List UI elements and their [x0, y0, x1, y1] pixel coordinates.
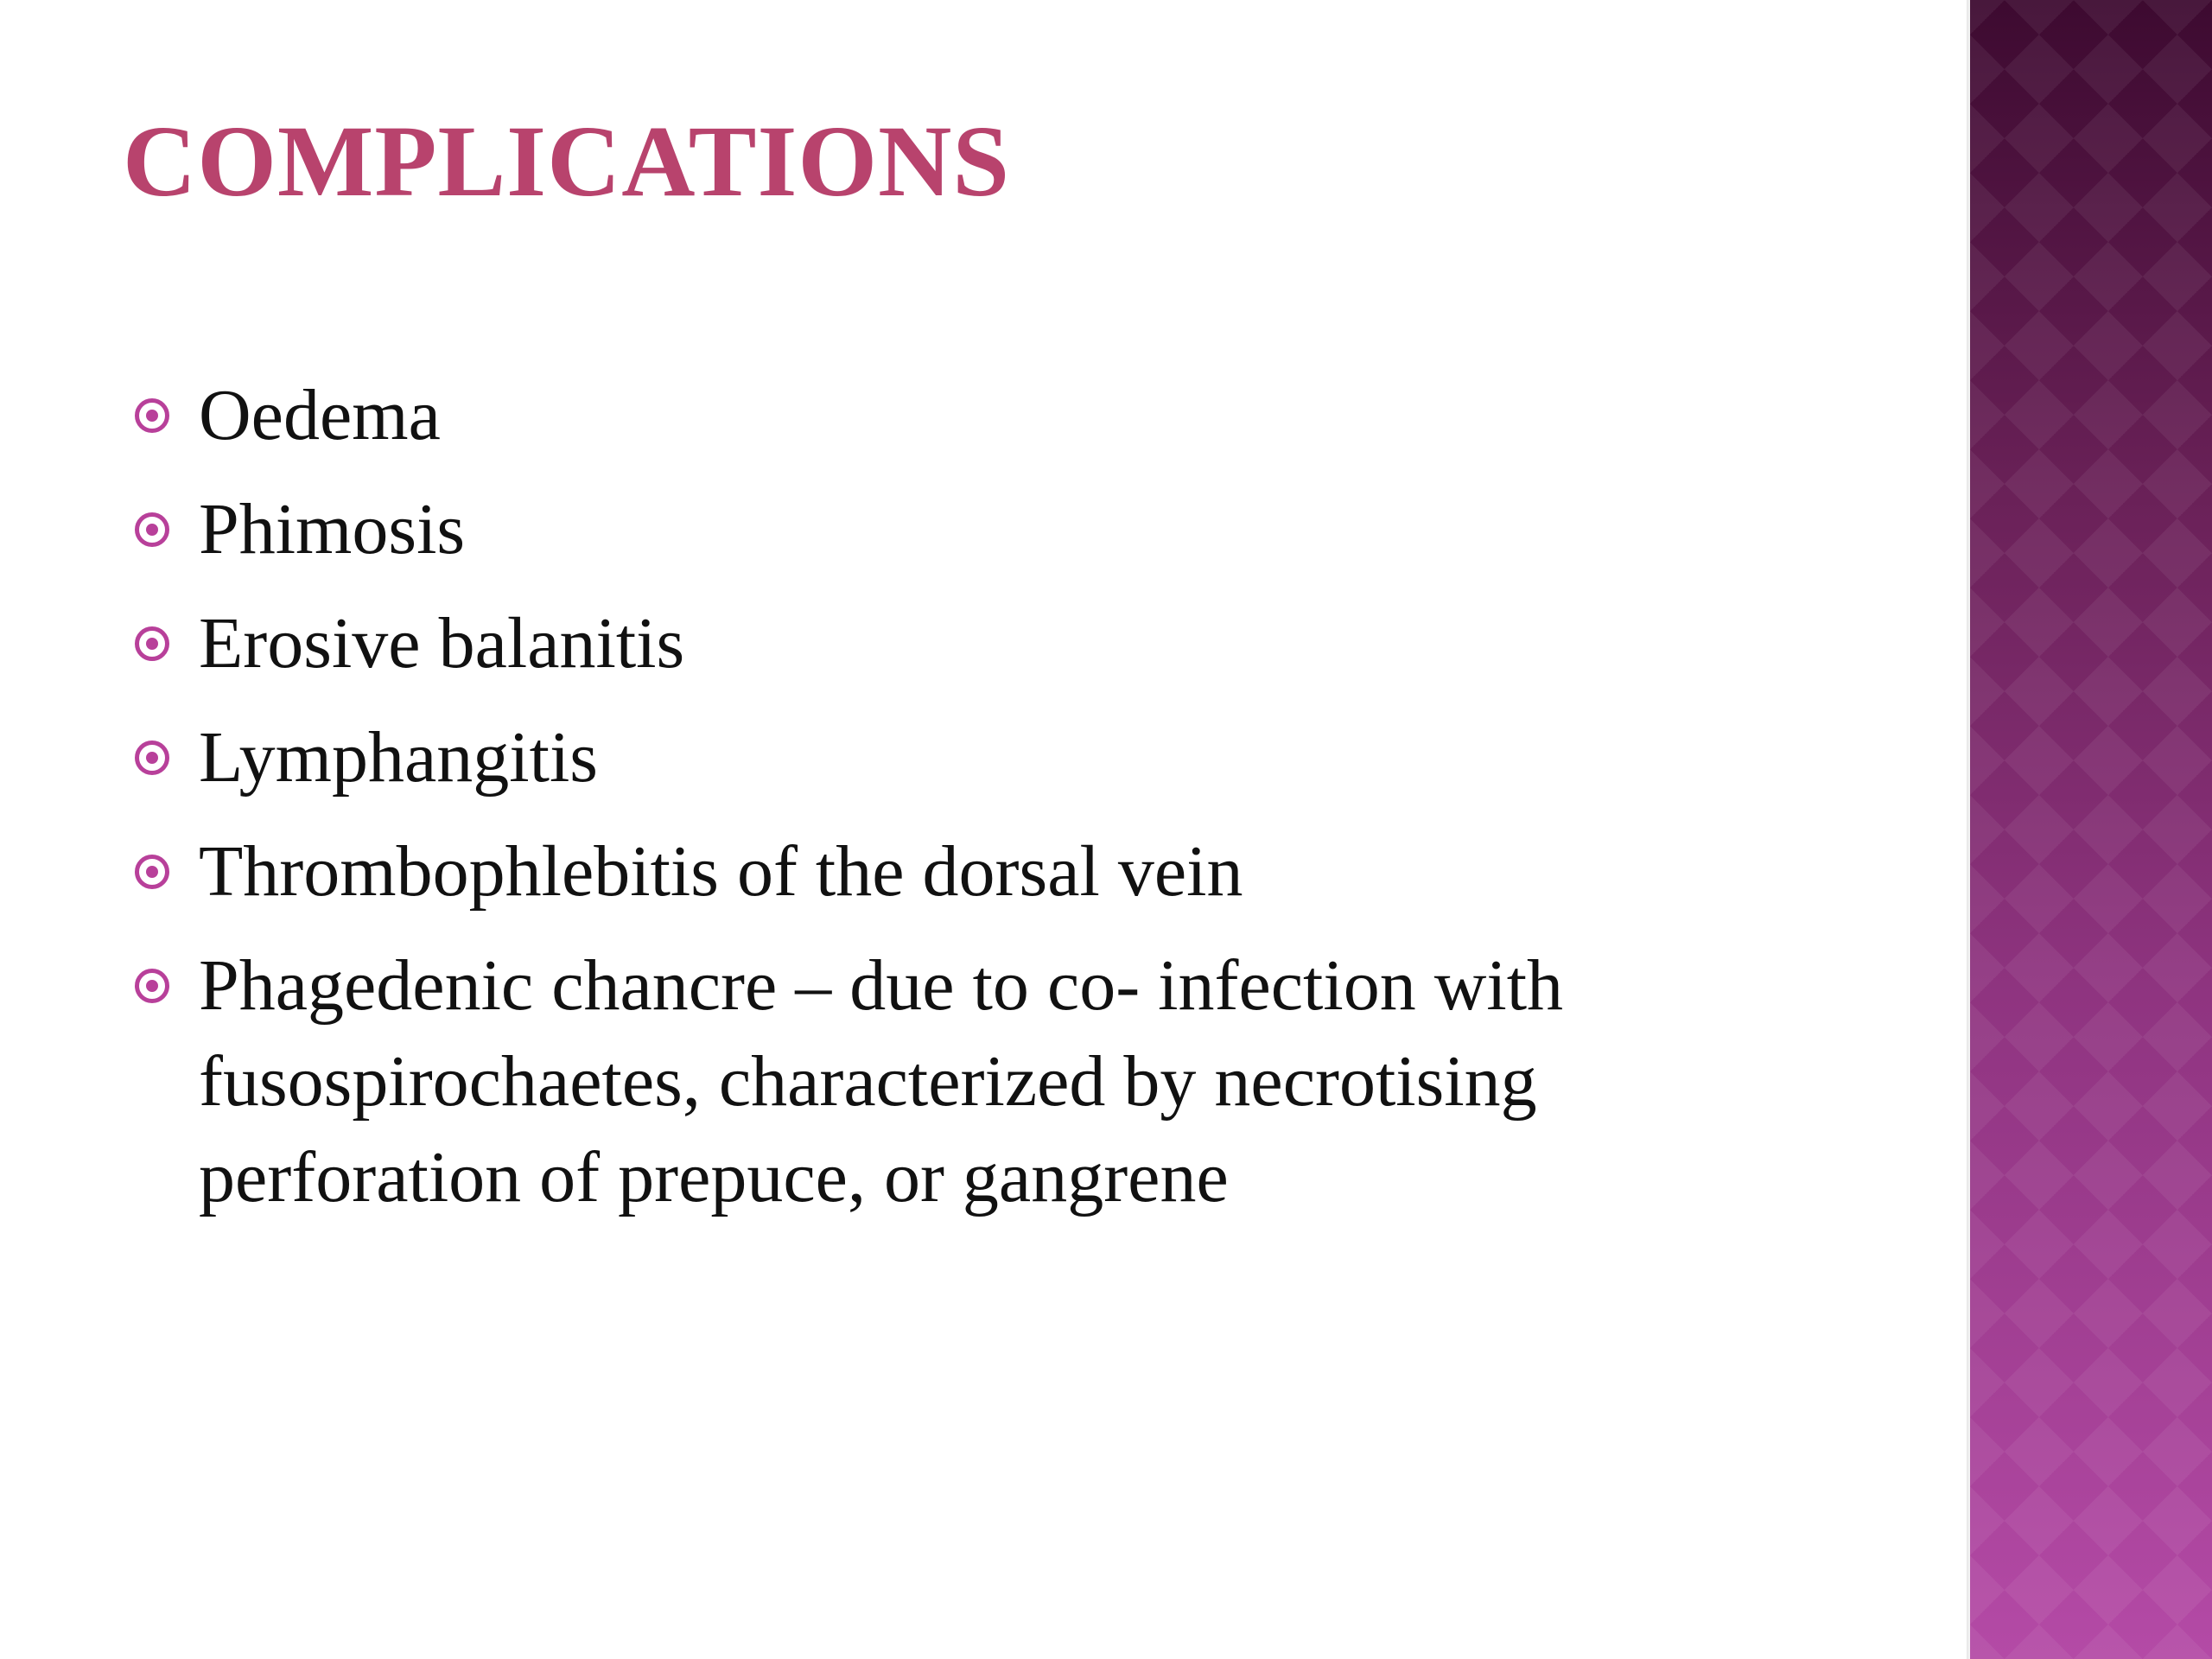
slide-title: COMPLICATIONS — [123, 105, 1011, 218]
circled-dot-bullet-icon — [135, 398, 169, 433]
bullet-list — [130, 367, 1858, 1225]
bullet-item — [130, 595, 1858, 709]
bullet-item — [130, 823, 1858, 938]
bullet-item — [130, 367, 1858, 481]
bullet-text: Oedema — [199, 375, 441, 455]
decorative-side-band — [1970, 0, 2212, 1659]
bullet-text: Thrombophlebitis of the dorsal vein — [199, 831, 1243, 912]
circled-dot-bullet-icon — [135, 626, 169, 661]
bullet-item — [130, 481, 1858, 595]
circled-dot-bullet-icon — [135, 512, 169, 547]
circled-dot-bullet-icon — [135, 969, 169, 1003]
circled-dot-bullet-icon — [135, 855, 169, 889]
bullet-item — [130, 709, 1858, 823]
bullet-text: Phimosis — [199, 489, 466, 569]
bullet-item — [130, 938, 1840, 1225]
bullet-text: Erosive balanitis — [199, 603, 685, 683]
bullet-text: Lymphangitis — [199, 717, 598, 798]
circled-dot-bullet-icon — [135, 741, 169, 775]
bullet-text: Phagedenic chancre – due to co- infection with fusospirochaetes, characterized by necrotising perforation of prepuce, or gangrene — [199, 945, 1564, 1217]
